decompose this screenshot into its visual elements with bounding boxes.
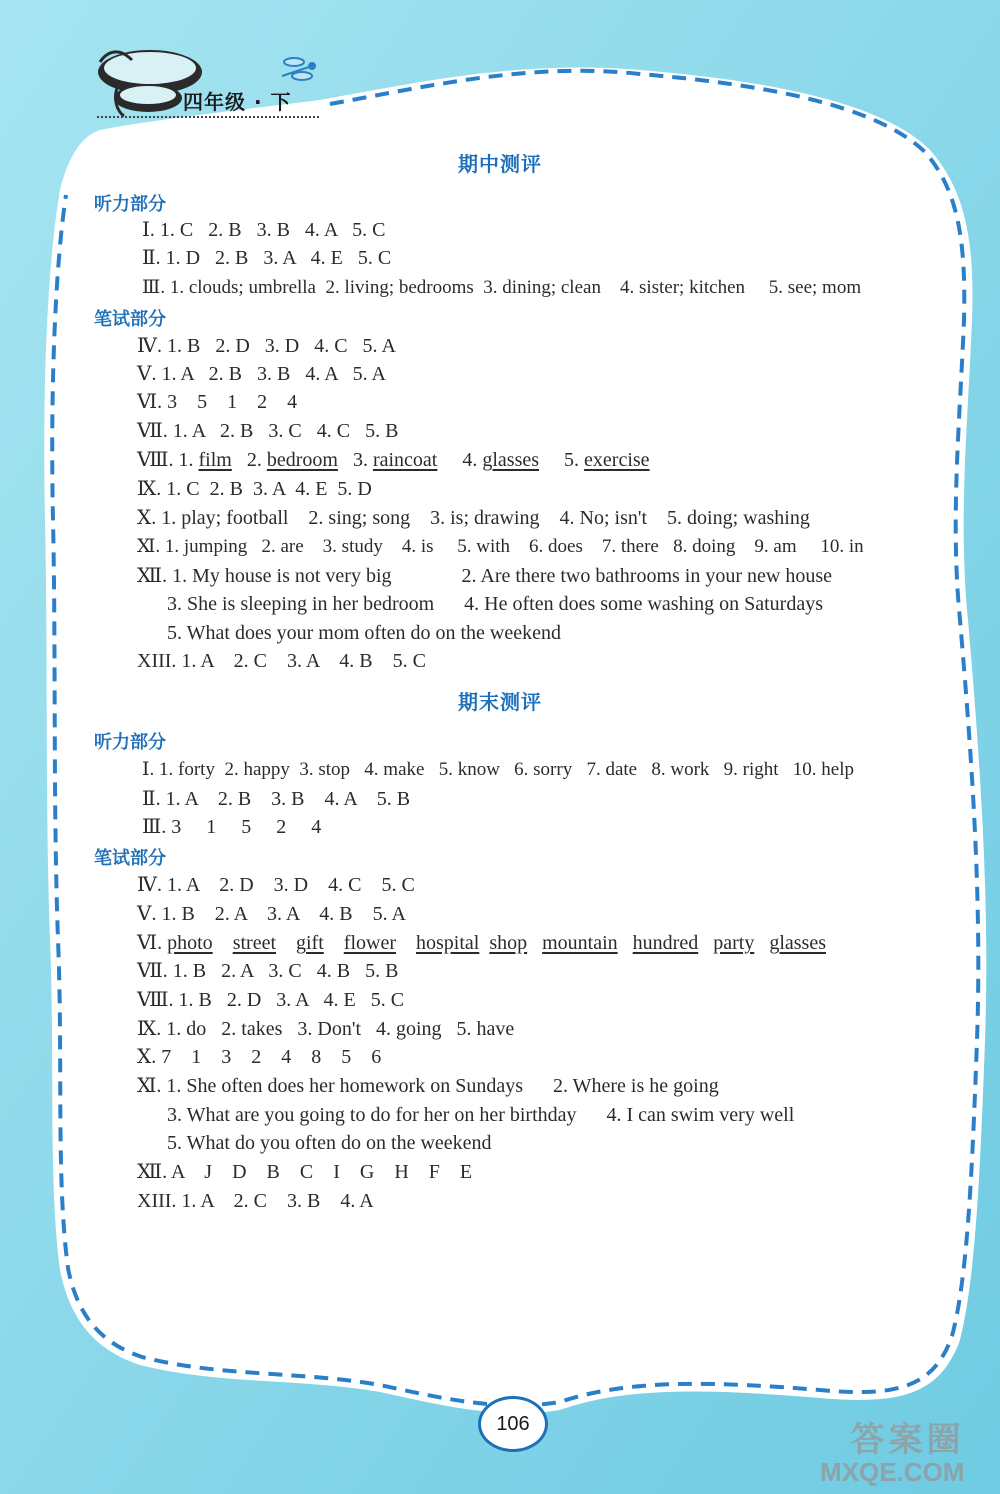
header-rule: [97, 116, 319, 118]
answer-line: XIII. 1. A 2. C 3. B 4. A: [137, 1190, 374, 1212]
answer-line: 3. She is sleeping in her bedroom 4. He often does some washing on Saturdays: [167, 593, 824, 615]
page-number: 106: [478, 1396, 548, 1452]
answer-word: party: [713, 932, 755, 954]
answer-word: photo: [167, 932, 213, 954]
answer-line: Ⅹ. 7 1 3 2 4 8 5 6: [137, 1046, 382, 1068]
answer-line: Ⅰ. 1. C 2. B 3. B 4. A 5. C: [142, 219, 386, 241]
answer-line: Ⅹ. 1. play; football 2. sing; song 3. is; drawing 4. No; isn't 5. doing; washing: [137, 507, 810, 529]
answer-line: Ⅻ. 1. My house is not very big 2. Are there two bathrooms in your new house: [137, 565, 832, 587]
answer-line: 5. What does your mom often do on the weekend: [167, 622, 561, 644]
answer-word: shop: [489, 932, 528, 954]
answer-word: hundred: [632, 932, 699, 954]
answer-line: Ⅱ. 1. D 2. B 3. A 4. E 5. C: [142, 247, 392, 269]
midterm-writing-label: 笔试部分: [94, 309, 166, 330]
answer-word: film: [198, 449, 232, 471]
answer-word: glasses: [482, 449, 540, 471]
answer-line: Ⅱ. 1. A 2. B 3. B 4. A 5. B: [142, 788, 411, 810]
answer-word: hospital: [415, 932, 480, 954]
answer-line-viii: [137, 448, 650, 472]
answer-line: Ⅺ. 1. She often does her homework on Sundays 2. Where is he going: [137, 1075, 719, 1097]
answer-line: Ⅲ. 1. clouds; umbrella 2. living; bedrooms 3. dining; clean 4. sister; kitchen 5. see; mom: [142, 277, 862, 298]
answer-line: Ⅲ. 3 1 5 2 4: [142, 816, 322, 838]
answer-word: glasses: [769, 932, 826, 954]
answer-text: 4.: [437, 449, 483, 471]
answer-word: mountain: [542, 932, 618, 954]
answer-line: Ⅷ. 1. B 2. D 3. A 4. E 5. C: [137, 989, 405, 1011]
answer-line: XIII. 1. A 2. C 3. A 4. B 5. C: [137, 650, 426, 672]
answer-text: Ⅷ. 1.: [137, 449, 199, 471]
watermark-url: MXQE.COM: [820, 1457, 965, 1487]
header-title: 四年级 · 下: [183, 90, 292, 114]
watermark-logo: 答案圈: [850, 1421, 965, 1459]
answer-line-vi: [137, 931, 826, 955]
answer-line: Ⅴ. 1. A 2. B 3. B 4. A 5. A: [137, 363, 386, 385]
answer-line: Ⅵ. 3 5 1 2 4: [137, 391, 298, 413]
answer-line: Ⅳ. 1. B 2. D 3. D 4. C 5. A: [137, 335, 396, 357]
answer-line: Ⅻ. A J D B C I G H F E: [137, 1161, 473, 1183]
answer-text: 3.: [337, 449, 373, 471]
answer-line: Ⅸ. 1. C 2. B 3. A 4. E 5. D: [137, 478, 372, 500]
answer-line: Ⅸ. 1. do 2. takes 3. Don't 4. going 5. have: [137, 1018, 515, 1040]
answer-text: 2.: [231, 449, 267, 471]
midterm-listening-label: 听力部分: [94, 194, 166, 215]
midterm-title: 期中测评: [458, 152, 542, 176]
answer-text: Ⅵ.: [137, 932, 168, 954]
answer-line: 3. What are you going to do for her on her birthday 4. I can swim very well: [167, 1104, 795, 1126]
answer-line: Ⅰ. 1. forty 2. happy 3. stop 4. make 5. know 6. sorry 7. date 8. work 9. right 10. help: [142, 759, 854, 780]
answer-word: exercise: [584, 449, 650, 471]
answer-word: bedroom: [266, 449, 338, 471]
final-title: 期末测评: [458, 690, 542, 714]
answer-line: Ⅺ. 1. jumping 2. are 3. study 4. is 5. with 6. does 7. there 8. doing 9. am 10. in: [137, 536, 864, 557]
answer-word: street: [232, 932, 276, 954]
watermark: [820, 1412, 995, 1488]
answer-word: gift: [296, 932, 324, 954]
answer-line: Ⅶ. 1. B 2. A 3. C 4. B 5. B: [137, 960, 399, 982]
answer-text: 5.: [539, 449, 585, 471]
answer-word: raincoat: [372, 449, 438, 471]
answer-line: Ⅴ. 1. B 2. A 3. A 4. B 5. A: [137, 903, 406, 925]
answer-line: 5. What do you often do on the weekend: [167, 1132, 492, 1154]
answer-line: Ⅶ. 1. A 2. B 3. C 4. C 5. B: [137, 420, 399, 442]
final-listening-label: 听力部分: [94, 732, 166, 753]
answer-word: flower: [343, 932, 396, 954]
answer-line: Ⅳ. 1. A 2. D 3. D 4. C 5. C: [137, 874, 415, 896]
final-writing-label: 笔试部分: [94, 848, 166, 869]
